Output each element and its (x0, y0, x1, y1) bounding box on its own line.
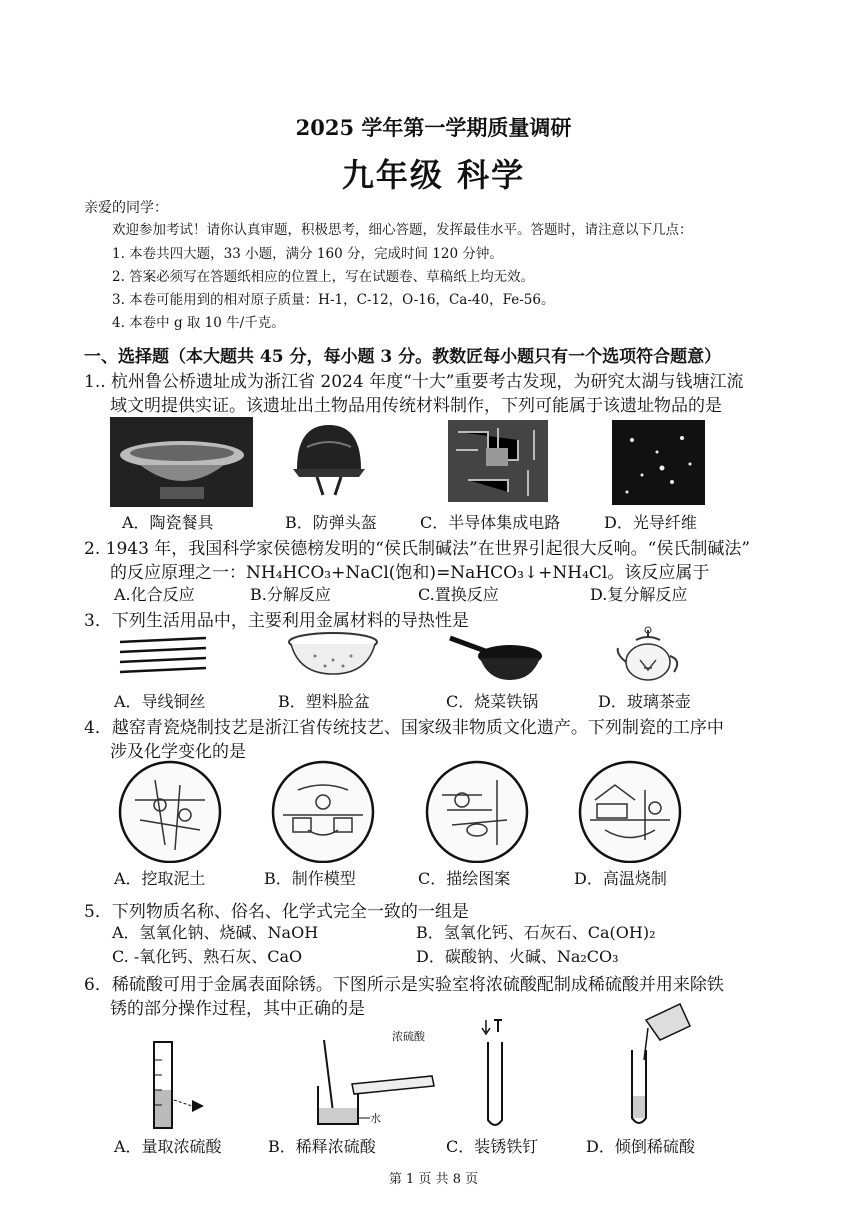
painting-pattern-image (422, 760, 532, 863)
q2-line-1: 2. 1943 年，我国科学家侯德榜发明的“侯氏制碱法”在世界引起很大反响。“侯氏制碱法” (84, 539, 751, 559)
greeting: 亲爱的同学： (84, 200, 168, 216)
ceramic-bowl-image (110, 417, 253, 507)
page-number: 第 1 页 共 8 页 (388, 1172, 479, 1187)
q6-line-2: 锈的部分操作过程，其中正确的是 (110, 999, 365, 1019)
iron-pan-image (448, 630, 544, 684)
copper-wire-image (118, 636, 210, 680)
rule-1: 1. 本卷共四大题，33 小题，满分 160 分，完成时间 120 分钟。 (112, 246, 503, 262)
q3-line-1: 3．下列生活用品中，主要利用金属材料的导热性是 (84, 611, 469, 631)
plastic-basin-image (285, 630, 381, 678)
q2-option-a[interactable]: A.化合反应 (114, 585, 195, 604)
q4-option-b[interactable]: B．制作模型 (264, 869, 356, 888)
q1-option-d[interactable]: D．光导纤维 (604, 513, 697, 532)
q5-option-d[interactable]: D．碳酸钠、火碱、Na₂CO₃ (416, 947, 619, 966)
label-concentrated-acid: 浓硫酸 (392, 1030, 425, 1043)
q5-option-b[interactable]: B．氢氧化钙、石灰石、Ca(OH)₂ (416, 923, 656, 942)
q1-line-1: 1.. 杭州鲁公桥遗址成为浙江省 2024 年度“十大”重要考古发现，为研究太湖与钱塘江流 (84, 372, 744, 392)
q3-option-a[interactable]: A．导线铜丝 (114, 692, 206, 711)
q4-option-c[interactable]: C．描绘图案 (418, 869, 511, 888)
q1-option-c[interactable]: C．半导体集成电路 (420, 513, 561, 532)
helmet-image (289, 417, 369, 499)
dilution-image (312, 1036, 452, 1128)
q5-line-1: 5．下列物质名称、俗名、化学式完全一致的一组是 (84, 902, 469, 922)
q4-line-2: 涉及化学变化的是 (110, 742, 246, 762)
q2-option-d[interactable]: D.复分解反应 (590, 585, 688, 604)
q2-option-c[interactable]: C.置换反应 (418, 585, 499, 604)
q3-option-b[interactable]: B．塑料脸盆 (278, 692, 370, 711)
q2-line-2: 的反应原理之一：NH₄HCO₃+NaCl(饱和)=NaHCO₃↓+NH₄Cl。该反应属于 (110, 563, 710, 583)
q6-option-a[interactable]: A．量取浓硫酸 (114, 1137, 222, 1156)
q1-option-a[interactable]: A．陶瓷餐具 (122, 513, 214, 532)
kiln-firing-image (575, 760, 685, 863)
test-tube-nail-image (478, 1016, 518, 1132)
q4-option-a[interactable]: A．挖取泥土 (114, 869, 206, 888)
q6-line-1: 6．稀硫酸可用于金属表面除锈。下图所示是实验室将浓硫酸配制成稀硫酸并用来除铁 (84, 975, 724, 995)
q3-option-d[interactable]: D．玻璃茶壶 (598, 692, 691, 711)
making-model-image (268, 760, 378, 863)
q5-option-c[interactable]: C. -氧化钙、熟石灰、CaO (112, 947, 303, 966)
section-heading: 一、选择题（本大题共 45 分，每小题 3 分。教数匠每小题只有一个选项符合题意） (84, 347, 722, 367)
subject-title: 九年级 科学 (341, 156, 526, 194)
label-water: 水 (370, 1112, 381, 1125)
q4-line-1: 4．越窑青瓷烧制技艺是浙江省传统技艺、国家级非物质文化遗产。下列制瓷的工序中 (84, 718, 724, 738)
pouring-acid-image (620, 1000, 692, 1132)
q6-option-b[interactable]: B．稀释浓硫酸 (268, 1137, 376, 1156)
digging-clay-image (115, 760, 225, 863)
q6-option-c[interactable]: C．装锈铁钉 (446, 1137, 539, 1156)
welcome-text: 欢迎参加考试！请你认真审题，积极思考，细心答题，发挥最佳水平。答题时，请注意以下几点： (112, 222, 693, 238)
q3-option-c[interactable]: C．烧菜铁锅 (446, 692, 539, 711)
glass-teapot-image (614, 626, 684, 686)
circuit-image (448, 420, 548, 502)
q1-line-2: 域文明提供实证。该遗址出土物品用传统材料制作，下列可能属于该遗址物品的是 (110, 396, 722, 416)
q5-option-a[interactable]: A．氢氧化钠、烧碱、NaOH (112, 923, 319, 942)
q2-option-b[interactable]: B.分解反应 (250, 585, 331, 604)
rule-4: 4. 本卷中 g 取 10 牛/千克。 (112, 315, 285, 331)
q6-option-d[interactable]: D．倾倒稀硫酸 (586, 1137, 695, 1156)
q4-option-d[interactable]: D．高温烧制 (574, 869, 667, 888)
optical-fiber-image (612, 420, 705, 505)
exam-title: 2025 学年第一学期质量调研 (295, 115, 572, 140)
rule-2: 2. 答案必须写在答题纸相应的位置上，写在试题卷、草稿纸上均无效。 (112, 269, 535, 285)
q1-option-b[interactable]: B．防弹头盔 (285, 513, 377, 532)
measuring-cylinder-image (140, 1040, 210, 1132)
rule-3: 3. 本卷可能用到的相对原子质量：H-1，C-12，O-16，Ca-40，Fe-56。 (112, 292, 555, 308)
